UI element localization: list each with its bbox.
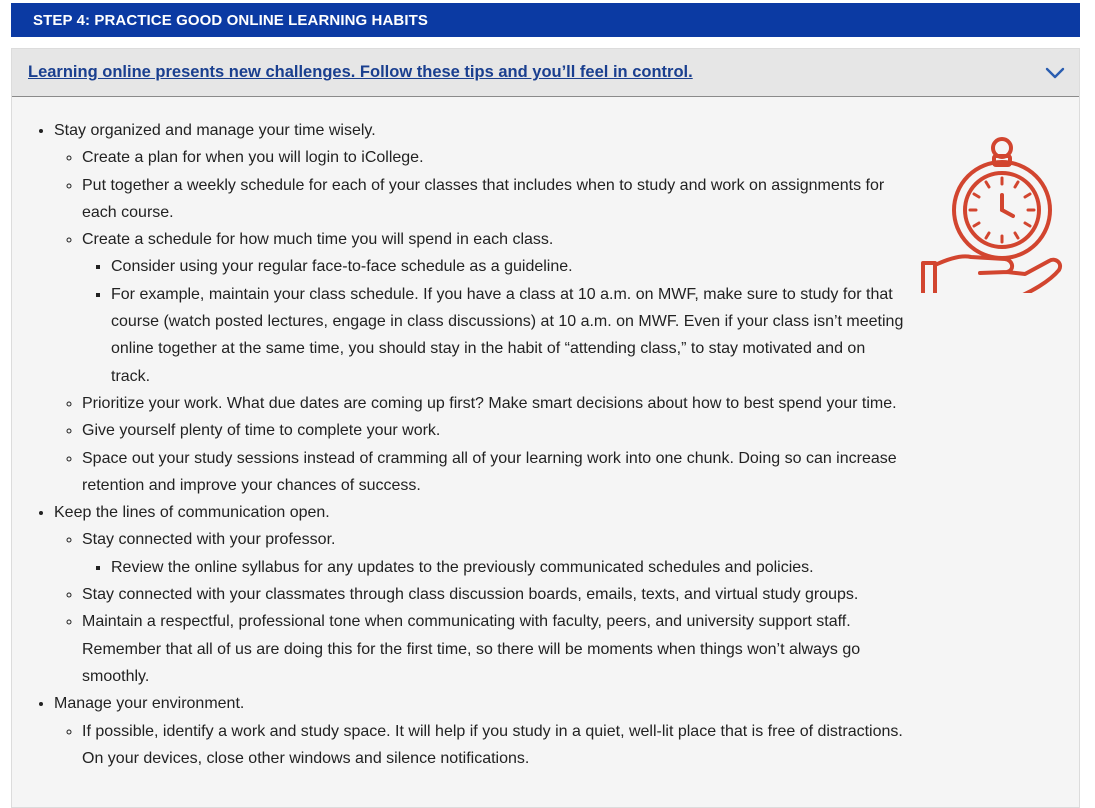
tips-accordion (11, 48, 1080, 808)
subtip-item: ◦ Stay connected with your professor. ▪ Review the online syllabus for any updates to the previously communicated schedules and policies. (82, 526, 904, 581)
subtip-item: ◦ Create a plan for when you will login to iCollege. (82, 144, 904, 171)
detail-item: ▪ Consider using your regular face-to-face schedule as a guideline. (111, 253, 904, 280)
tip-item: • Keep the lines of communication open. ◦ Stay connected with your professor. ▪ Review the online syllabus for any updates to the previously communicated schedules and policies. ◦ Stay connected with your classmates through class discussion boards, emails, texts, and virtual study groups. ◦ Maintain a respectful, professional tone when communicating with faculty, peers, and university support staff. Remember that all of us are doing this for the first time, so there will be moments when things won’t always go smoothly. (54, 499, 904, 690)
subtip-item: ◦ Give yourself plenty of time to complete your work. (82, 417, 904, 444)
subtip-item: ◦ Maintain a respectful, professional tone when communicating with faculty, peers, and university support staff. Remember that all of us are doing this for the first time, so there will be moments when things won’t always go smoothly. (82, 608, 904, 690)
step-header (11, 3, 1080, 37)
subtip-item: ◦ Space out your study sessions instead of cramming all of your learning work into one chunk. Doing so can increase retention and improve your chances of success. (82, 445, 904, 500)
stopwatch-in-hand-icon (905, 133, 1065, 293)
detail-item: ▪ Review the online syllabus for any updates to the previously communicated schedules and policies. (111, 554, 904, 581)
chevron-down-icon[interactable] (1045, 67, 1065, 79)
subtip-item: ◦ Put together a weekly schedule for each of your classes that includes when to study and work on assignments for each course. (82, 172, 904, 227)
subtip-item: ◦ If possible, identify a work and study space. It will help if you study in a quiet, well-lit place that is free of distractions. On your devices, close other windows and silence notifications. (82, 718, 904, 773)
subtip-item: ◦ Prioritize your work. What due dates are coming up first? Make smart decisions about how to best spend your time. (82, 390, 904, 417)
subtip-sublist (82, 554, 904, 581)
tip-sublist (54, 718, 904, 773)
detail-item: ▪ For example, maintain your class schedule. If you have a class at 10 a.m. on MWF, make sure to study for that course (watch posted lectures, engage in class discussions) at 10 a.m. on MWF. Even if your class isn’t meeting online together at the same time, you should stay in the habit of “attending class,” to stay motivated and on track. (111, 281, 904, 390)
accordion-toggle[interactable] (12, 49, 1079, 97)
tip-sublist (54, 144, 904, 499)
subtip-item: ◦ Stay connected with your classmates through class discussion boards, emails, texts, and virtual study groups. (82, 581, 904, 608)
tip-item: • Stay organized and manage your time wisely. ◦ Create a plan for when you will login to iCollege. ◦ Put together a weekly schedule for each of your classes that includes when to study and work on assignments for each course. ◦ Create a schedule for how much time you will spend in each class. ▪ Consider using your regular face-to-face schedule as a guideline. ▪ For example, maintain your class schedule. If you have a class at 10 a.m. on MWF, make sure to study for that course (watch posted lectures, engage in class discussions) at 10 a.m. on MWF. Even if your class isn’t meeting online together at the same time, you should stay in the habit of “attending class,” to stay motivated and on track. ◦ Prioritize your work. What due dates are coming up first? Make smart decisions about how to best spend your time. ◦ Give yourself plenty of time to complete your work. ◦ Space out your study sessions instead of cramming all of your learning work into one chunk. Doing so can increase retention and improve your chances of success. (54, 117, 904, 499)
accordion-title-link[interactable]: Learning online presents new challenges. Follow these tips and you’ll feel in control. (28, 63, 693, 81)
tips-list (12, 117, 904, 772)
tip-sublist (54, 526, 904, 690)
tip-item: • Manage your environment. ◦ If possible, identify a work and study space. It will help if you study in a quiet, well-lit place that is free of distractions. On your devices, close other windows and silence notifications. (54, 690, 904, 772)
accordion-content (12, 117, 1079, 772)
subtip-item: ◦ Create a schedule for how much time you will spend in each class. ▪ Consider using your regular face-to-face schedule as a guideline. ▪ For example, maintain your class schedule. If you have a class at 10 a.m. on MWF, make sure to study for that course (watch posted lectures, engage in class discussions) at 10 a.m. on MWF. Even if your class isn’t meeting online together at the same time, you should stay in the habit of “attending class,” to stay motivated and on track. (82, 226, 904, 390)
step-header-text: STEP 4: PRACTICE GOOD ONLINE LEARNING HABITS (33, 11, 428, 29)
subtip-sublist (82, 253, 904, 389)
